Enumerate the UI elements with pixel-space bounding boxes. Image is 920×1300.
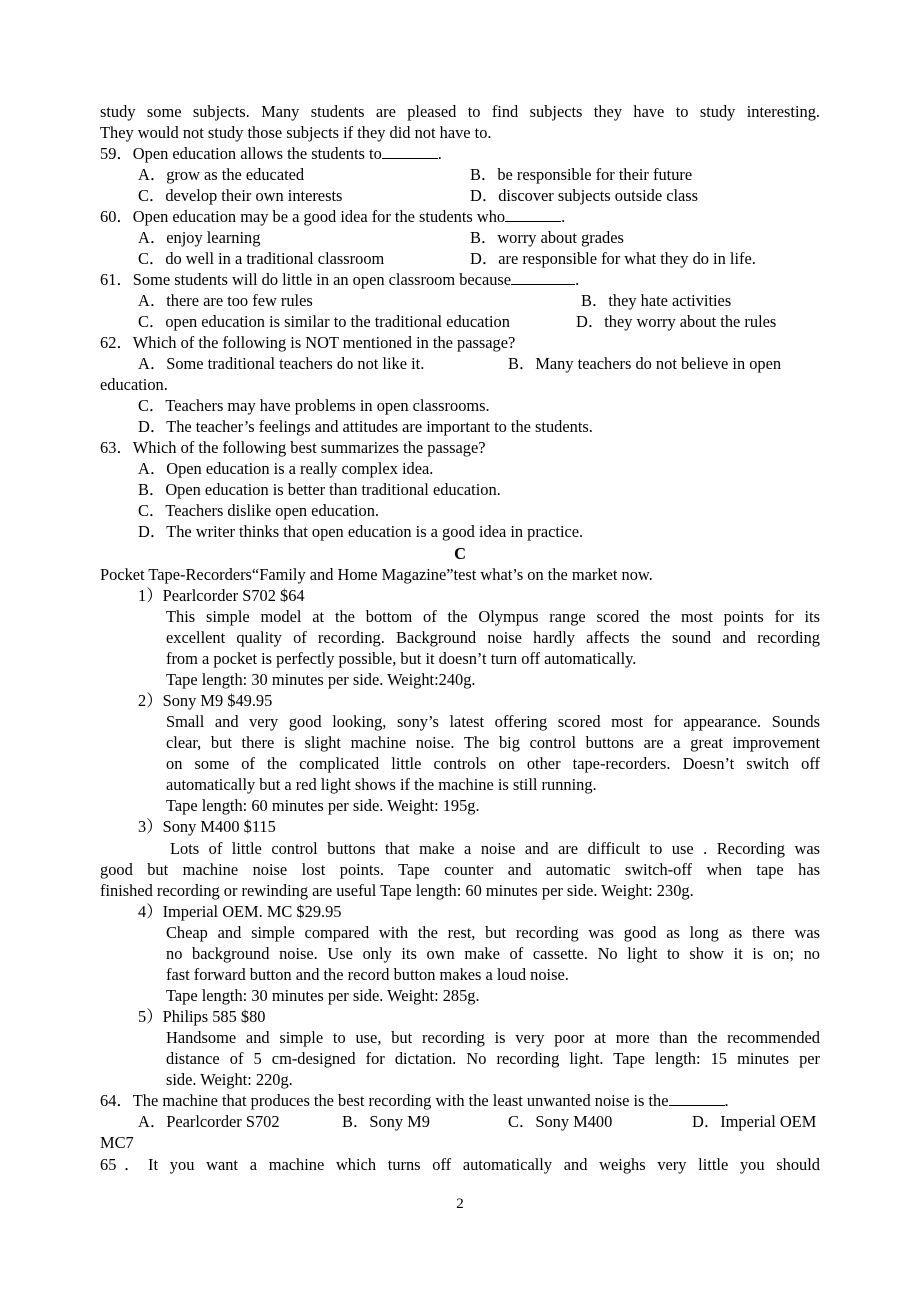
question-59-option-c: C．develop their own interests [138, 186, 343, 205]
question-61-stem [100, 269, 579, 290]
section-c-heading: C [454, 544, 466, 563]
question-60-stem [100, 206, 565, 227]
item-3-title: 3）Sony M400 $115 [138, 817, 276, 836]
item-5-line: side. Weight: 220g. [166, 1070, 293, 1089]
question-60-text: 60．Open education may be a good idea for the students who [100, 207, 506, 226]
item-5-line: Handsome and simple to use, but recording is very poor at more than the recommended [166, 1028, 820, 1047]
question-59-end: . [437, 144, 442, 163]
question-63-option-c: C．Teachers dislike open education. [138, 501, 379, 520]
question-61-text: 61．Some students will do little in an open classroom because [100, 270, 512, 289]
question-62-option-b-cont: education. [100, 375, 168, 394]
item-1-line: excellent quality of recording. Background noise hardly affects the sound and recording [166, 628, 820, 647]
item-2-line: Small and very good looking, sony’s latest offering scored most for appearance. Sounds [166, 712, 820, 731]
section-c-intro: Pocket Tape-Recorders“Family and Home Magazine”test what’s on the market now. [100, 565, 653, 584]
item-3-line: good but machine noise lost points. Tape counter and automatic switch-off when tape has [100, 860, 820, 879]
question-60-end: . [561, 207, 566, 226]
question-59-option-d: D．discover subjects outside class [470, 186, 699, 205]
question-64-option-b: B．Sony M9 [342, 1112, 430, 1131]
question-63-option-d: D．The writer thinks that open education is a good idea in practice. [138, 522, 584, 541]
question-59-option-a: A．grow as the educated [138, 165, 305, 184]
item-2-line: automatically but a red light shows if the machine is still running. [166, 775, 597, 794]
question-62-option-d: D．The teacher’s feelings and attitudes are important to the students. [138, 417, 593, 436]
item-4-line: Cheap and simple compared with the rest, but recording was good as long as there was [166, 923, 820, 942]
question-60-option-a: A．enjoy learning [138, 228, 261, 247]
item-1-line: Tape length: 30 minutes per side. Weight:240g. [166, 670, 476, 689]
question-61-option-d: D．they worry about the rules [576, 312, 777, 331]
question-64-text: 64．The machine that produces the best recording with the least unwanted noise is the [100, 1091, 669, 1110]
question-61-option-b: B．they hate activities [581, 291, 732, 310]
item-1-line: This simple model at the bottom of the Olympus range scored the most points for its [166, 607, 820, 626]
question-63-option-a: A．Open education is a really complex idea. [138, 459, 434, 478]
question-64-option-c: C．Sony M400 [508, 1112, 613, 1131]
item-2-line: clear, but there is slight machine noise. The big control buttons are a great improvement [166, 733, 820, 752]
item-1-line: from a pocket is perfectly possible, but it doesn’t turn off automatically. [166, 649, 637, 668]
question-64-option-d-cont: MC7 [100, 1133, 134, 1152]
question-65-stem: 65．It you want a machine which turns off automatically and weighs very little you should [100, 1155, 820, 1174]
question-61-option-c: C．open education is similar to the traditional education [138, 312, 510, 331]
question-60-option-c: C．do well in a traditional classroom [138, 249, 385, 268]
question-64-end: . [724, 1091, 729, 1110]
question-64-option-d: D．Imperial OEM [692, 1112, 817, 1131]
answer-blank [505, 207, 561, 222]
question-62-stem: 62．Which of the following is NOT mentioned in the passage? [100, 333, 516, 352]
item-2-line: on some of the complicated little controls on other tape-recorders. Doesn’t switch off [166, 754, 820, 773]
question-61-option-a: A．there are too few rules [138, 291, 313, 310]
question-60-option-b: B．worry about grades [470, 228, 624, 247]
question-62-option-b: B．Many teachers do not believe in open [508, 354, 782, 373]
question-62-option-a: A．Some traditional teachers do not like it. [138, 354, 425, 373]
answer-blank [382, 144, 438, 159]
item-4-line: fast forward button and the record button makes a loud noise. [166, 965, 569, 984]
question-59-stem [100, 143, 442, 164]
item-4-line: no background noise. Use only its own make of cassette. No light to show it is on; no [166, 944, 820, 963]
item-4-title: 4）Imperial OEM. MC $29.95 [138, 902, 342, 921]
item-2-title: 2）Sony M9 $49.95 [138, 691, 273, 710]
intro-line-2: They would not study those subjects if they did not have to. [100, 123, 492, 142]
question-64-stem [100, 1090, 729, 1111]
question-59-option-b: B．be responsible for their future [470, 165, 693, 184]
item-4-line: Tape length: 30 minutes per side. Weight: 285g. [166, 986, 480, 1005]
item-1-title: 1）Pearlcorder S702 $64 [138, 586, 305, 605]
item-3-line: Lots of little control buttons that make a noise and are difficult to use . Recording was [170, 839, 820, 858]
question-60-option-d: D．are responsible for what they do in life. [470, 249, 756, 268]
item-3-line: finished recording or rewinding are useful Tape length: 60 minutes per side. Weight: 230g. [100, 881, 694, 900]
question-63-stem: 63．Which of the following best summarizes the passage? [100, 438, 486, 457]
question-61-end: . [575, 270, 580, 289]
question-62-option-c: C．Teachers may have problems in open classrooms. [138, 396, 490, 415]
answer-blank [511, 270, 575, 285]
intro-line-1: study some subjects. Many students are pleased to find subjects they have to study interesting. [100, 102, 820, 121]
page-number: 2 [456, 1196, 464, 1212]
question-63-option-b: B．Open education is better than traditional education. [138, 480, 501, 499]
item-5-line: distance of 5 cm-designed for dictation. No recording light. Tape length: 15 minutes per [166, 1049, 820, 1068]
question-59-text: 59．Open education allows the students to [100, 144, 382, 163]
question-64-option-a: A．Pearlcorder S702 [138, 1112, 280, 1131]
answer-blank [669, 1091, 725, 1106]
item-5-title: 5）Philips 585 $80 [138, 1007, 266, 1026]
item-2-line: Tape length: 60 minutes per side. Weight: 195g. [166, 796, 480, 815]
